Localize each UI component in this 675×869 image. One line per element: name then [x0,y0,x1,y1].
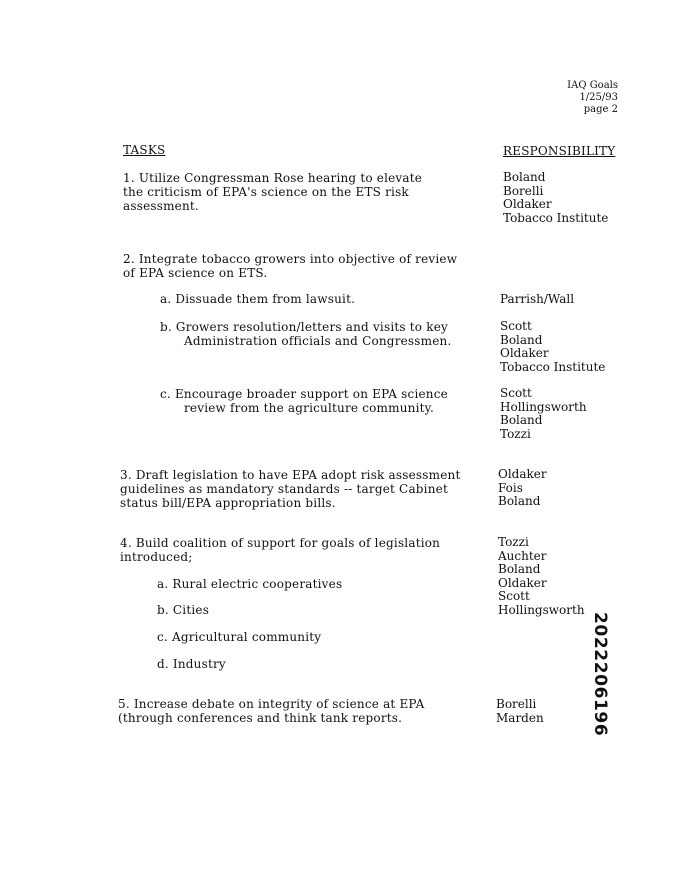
item-5-responsibility: Borelli Marden [496,697,544,725]
header-title: IAQ Goals [567,80,618,91]
item-1-responsibility: Boland Borelli Oldaker Tobacco Institute [503,170,609,225]
tasks-heading: TASKS [123,143,166,157]
item-2-task: 2. Integrate tobacco growers into objective of review of EPA science on ETS. [123,252,458,280]
header-page: page 2 [583,104,618,115]
item-2b-responsibility: Scott Boland Oldaker Tobacco Institute [500,319,606,374]
item-2c-responsibility: Scott Hollingsworth Boland Tozzi [500,386,587,441]
item-4b-task: b. Cities [157,603,210,617]
item-3-responsibility: Oldaker Fois Boland [498,467,547,509]
item-4c-task: c. Agricultural community [157,630,322,644]
item-5-task: 5. Increase debate on integrity of science at EPA (through conferences and think tank reports. [118,697,425,725]
item-2c-task: c. Encourage broader support on EPA science review from the agriculture community. [160,387,448,415]
header-date: 1/25/93 [579,92,618,103]
item-4-responsibility: Tozzi Auchter Boland Oldaker Scott Hollingsworth [498,535,585,617]
item-3-task: 3. Draft legislation to have EPA adopt risk assessment guidelines as mandatory standards -- target Cabinet status bill/EPA appropriation bills. [120,468,461,510]
bates-number-stamp: 2022206196 [590,612,610,737]
item-4-task: 4. Build coalition of support for goals of legislation introduced; [120,536,441,564]
item-2a-task: a. Dissuade them from lawsuit. [160,292,356,306]
item-2a-responsibility: Parrish/Wall [500,292,575,306]
responsibility-heading: RESPONSIBILITY [503,144,616,158]
document-header [567,80,618,116]
item-2b-task: b. Growers resolution/letters and visits to key Administration officials and Congressmen. [160,320,452,348]
item-4a-task: a. Rural electric cooperatives [157,577,343,591]
item-1-task: 1. Utilize Congressman Rose hearing to elevate the criticism of EPA's science on the ETS risk assessment. [123,171,423,213]
item-4d-task: d. Industry [157,657,226,671]
